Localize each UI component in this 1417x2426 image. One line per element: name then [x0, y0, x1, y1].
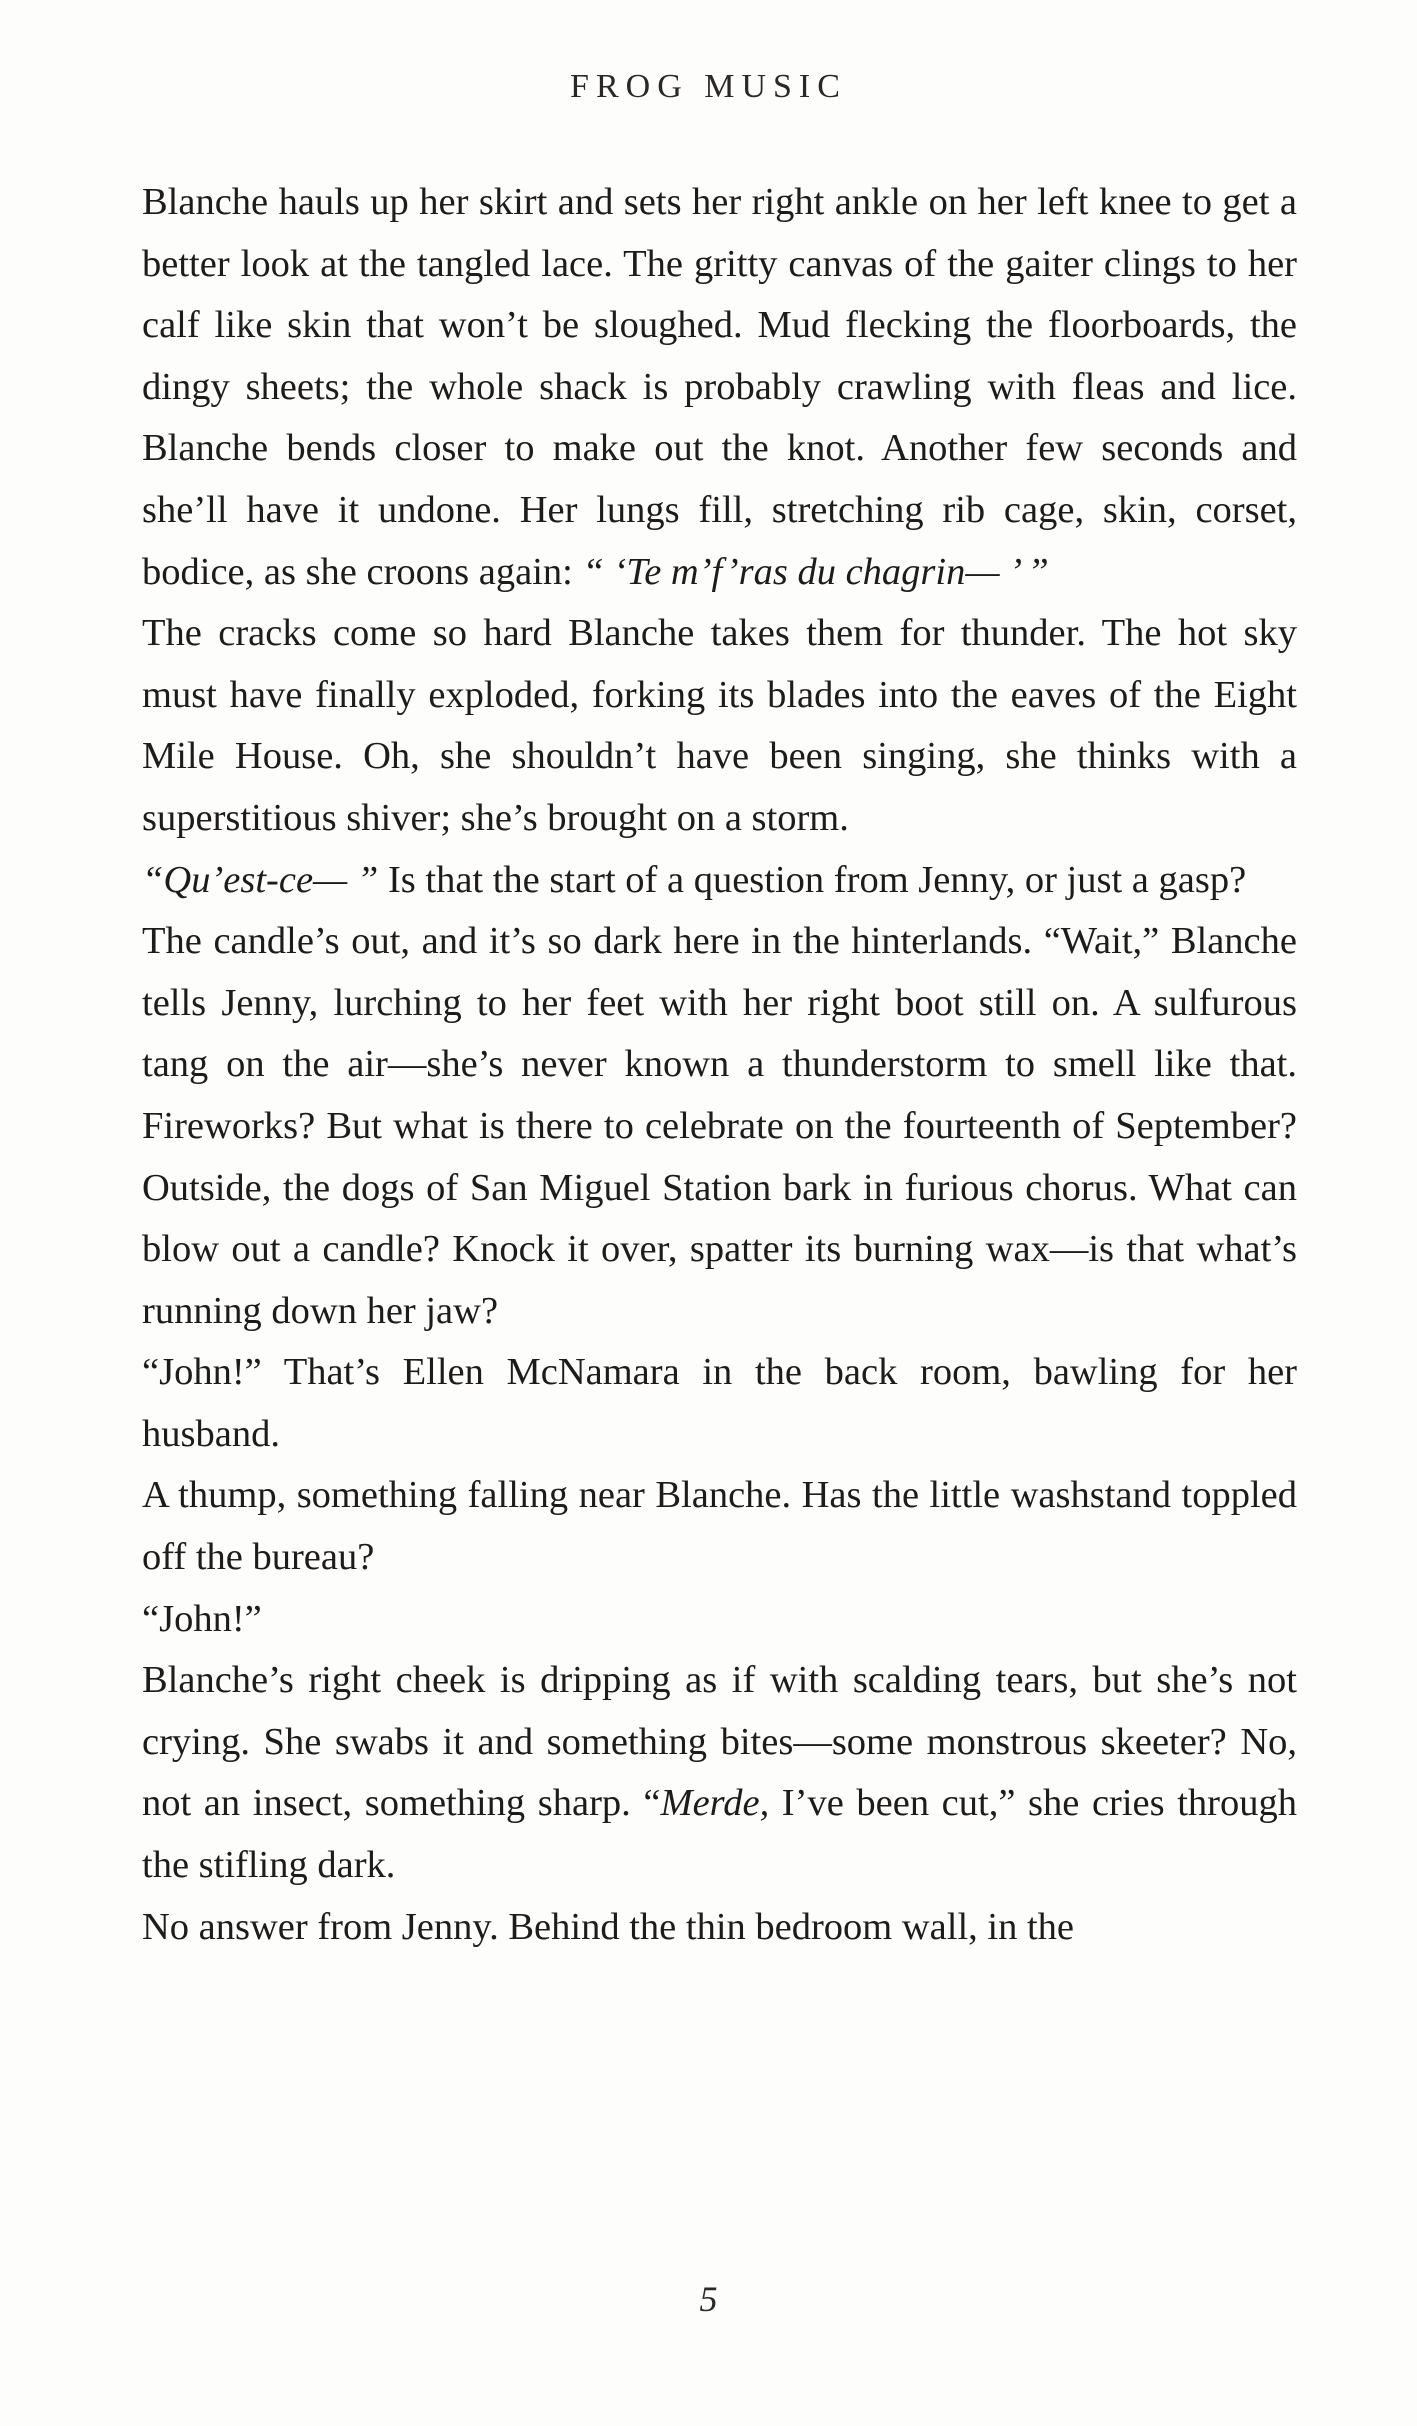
paragraph-6-text: A thump, something falling near Blanche. Has the little washstand toppled off the bureau? — [142, 1474, 1297, 1579]
paragraph-5 — [142, 1342, 1297, 1465]
page-number: 5 — [699, 2279, 718, 2319]
paragraph-6 — [142, 1465, 1297, 1588]
paragraph-9-text: No answer from Jenny. Behind the thin bedroom wall, in the — [142, 1905, 1075, 1948]
paragraph-2 — [142, 603, 1297, 849]
running-head-title: FROG MUSIC — [570, 68, 847, 105]
paragraph-8-text-after: I’ve been cut,” she cries through the stifling dark. — [142, 1782, 1298, 1887]
paragraph-4-text: The candle’s out, and it’s so dark here in the hinterlands. “Wait,” Blanche tells Jenny, lurching to her feet with her right boot still on. A sulfurous tang on the air—she’s never known a thunderstorm to smell like that. Fireworks? But what is there to celebrate on the fourteenth of September? Outside, the dogs of San Miguel Station bark in furious chorus. What can blow out a candle? Knock it over, spatter its burning wax—is that what’s running down her jaw? — [142, 920, 1297, 1332]
paragraph-8-french-expletive: Merde, — [660, 1782, 770, 1825]
paragraph-8-text-before: Blanche’s right cheek is dripping as if with scalding tears, but she’s not crying. She swabs it and something bites—some monstrous skeeter? No, not an insect, something sharp. “ — [142, 1659, 1297, 1825]
body-text — [142, 172, 1297, 1958]
paragraph-8 — [142, 1650, 1297, 1896]
paragraph-3-french-question: “Qu’est-ce— ” — [142, 858, 379, 901]
paragraph-1-song-lyric: “ ‘Te m’f’ras du chagrin— ’ ” — [582, 550, 1049, 593]
paragraph-2-text: The cracks come so hard Blanche takes them for thunder. The hot sky must have finally exploded, forking its blades into the eaves of the Eight Mile House. Oh, she shouldn’t have been singing, she thinks with a superstitious shiver; she’s brought on a storm. — [142, 612, 1297, 839]
paragraph-4 — [142, 911, 1297, 1342]
paragraph-1 — [142, 172, 1297, 603]
paragraph-7-text: “John!” — [142, 1597, 262, 1640]
paragraph-7 — [142, 1589, 1297, 1651]
paragraph-9 — [142, 1897, 1297, 1959]
paragraph-3 — [142, 850, 1297, 912]
paragraph-1-text: Blanche hauls up her skirt and sets her right ankle on her left knee to get a better look at the tangled lace. The gritty canvas of the gaiter clings to her calf like skin that won’t be sloughed. Mud flecking the floorboards, the dingy sheets; the whole shack is probably crawling with fleas and lice. Blanche bends closer to make out the knot. Another few seconds and she’ll have it undone. Her lungs fill, stretching rib cage, skin, corset, bodice, as she croons again: — [142, 181, 1297, 593]
paragraph-5-text: “John!” That’s Ellen McNamara in the back room, bawling for her husband. — [142, 1351, 1297, 1455]
paragraph-3-text: Is that the start of a question from Jenny, or just a gasp? — [378, 858, 1247, 901]
